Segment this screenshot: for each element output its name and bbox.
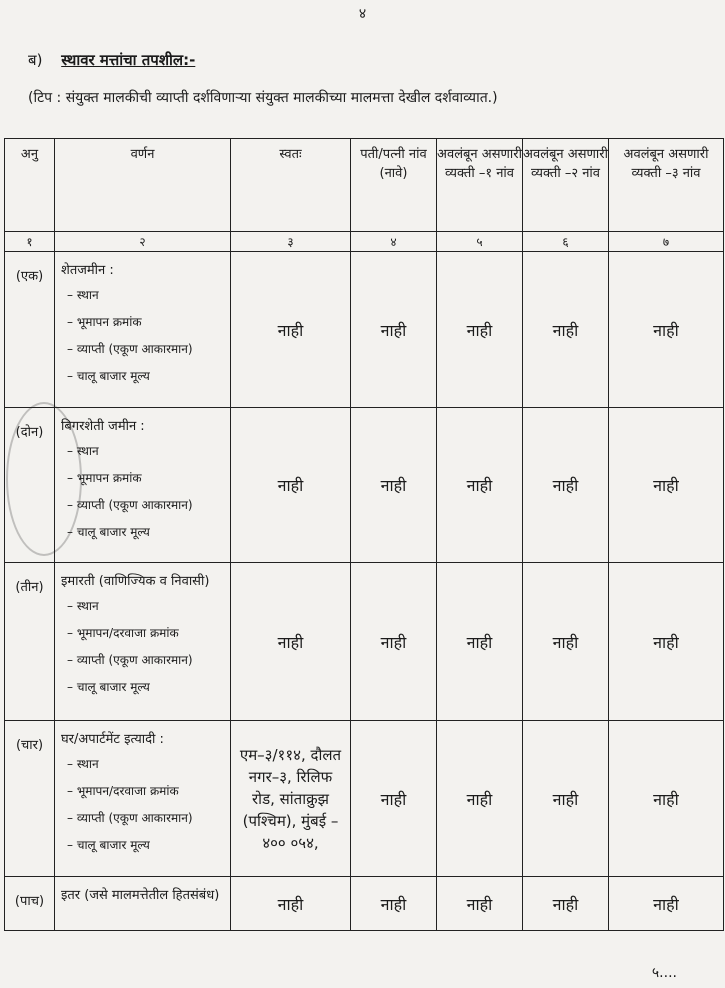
list-item: – भूमापन/दरवाजा क्रमांक (67, 778, 226, 805)
cell-dependent-3: नाही (609, 408, 724, 563)
cell-self-address: एम–३/११४, दौलत नगर–३, रिलिफ रोड, सांताक्रुझ (पश्चिम), मुंबई – ४०० ०५४, (231, 721, 351, 877)
cell-dependent-1: नाही (437, 563, 523, 721)
table-row (5, 877, 724, 931)
row-serial: (तीन) (5, 563, 55, 721)
cell-dependent-1: नाही (437, 877, 523, 931)
list-item: – व्याप्ती (एकूण आकारमान) (67, 647, 226, 674)
row-items (61, 593, 226, 701)
list-item: – व्याप्ती (एकूण आकारमान) (67, 492, 226, 519)
section-label: ब) (28, 51, 43, 69)
cell-spouse: नाही (351, 563, 437, 721)
cell-dependent-2: नाही (523, 408, 609, 563)
cell-dependent-3: नाही (609, 721, 724, 877)
header-sr: अनु (5, 139, 55, 232)
header-self: स्वतः (231, 139, 351, 232)
row-description (55, 252, 231, 408)
header-spouse: पती/पत्नी नांव (नावे) (351, 139, 437, 232)
col-number: ७ (609, 232, 724, 252)
cell-self: नाही (231, 563, 351, 721)
row-description (55, 721, 231, 877)
list-item: – भूमापन क्रमांक (67, 465, 226, 492)
table-row (5, 721, 724, 877)
cell-spouse: नाही (351, 721, 437, 877)
list-item: – व्याप्ती (एकूण आकारमान) (67, 805, 226, 832)
row-serial: (दोन) (5, 408, 55, 563)
cell-dependent-1: नाही (437, 252, 523, 408)
cell-dependent-2: नाही (523, 563, 609, 721)
row-title: इमारती (वाणिज्यिक व निवासी) (61, 574, 210, 589)
row-items (61, 751, 226, 859)
list-item: – स्थान (67, 593, 226, 620)
cell-spouse: नाही (351, 408, 437, 563)
cell-dependent-3: नाही (609, 563, 724, 721)
row-serial: (एक) (5, 252, 55, 408)
row-title: इतर (जसे मालमत्तेतील हितसंबंध) (61, 888, 220, 903)
cell-self: नाही (231, 252, 351, 408)
section-heading (28, 50, 195, 70)
row-title: शेतजमीन : (61, 263, 114, 278)
col-number: २ (55, 232, 231, 252)
header-dependent-1: अवलंबून असणारी व्यक्ती –१ नांव (437, 139, 523, 232)
cell-dependent-2: नाही (523, 721, 609, 877)
col-number: ३ (231, 232, 351, 252)
col-number: ४ (351, 232, 437, 252)
header-dependent-3: अवलंबून असणारी व्यक्ती –३ नांव (609, 139, 724, 232)
section-title: स्थावर मत्तांचा तपशील:- (61, 51, 196, 69)
cell-dependent-2: नाही (523, 877, 609, 931)
cell-dependent-3: नाही (609, 252, 724, 408)
row-title: बिगरशेती जमीन : (61, 419, 145, 434)
row-items (61, 438, 226, 546)
list-item: – चालू बाजार मूल्य (67, 832, 226, 859)
column-number-row (5, 232, 724, 252)
row-title: घर/अपार्टमेंट इत्यादी : (61, 732, 164, 747)
table-row (5, 563, 724, 721)
list-item: – भूमापन/दरवाजा क्रमांक (67, 620, 226, 647)
continuation-mark: ५.... (651, 965, 677, 981)
list-item: – स्थान (67, 438, 226, 465)
row-description (55, 877, 231, 931)
list-item: – चालू बाजार मूल्य (67, 519, 226, 546)
header-description: वर्णन (55, 139, 231, 232)
list-item: – स्थान (67, 282, 226, 309)
assets-table (4, 138, 724, 931)
cell-dependent-2: नाही (523, 252, 609, 408)
table-row (5, 252, 724, 408)
cell-dependent-1: नाही (437, 408, 523, 563)
cell-self: नाही (231, 877, 351, 931)
list-item: – चालू बाजार मूल्य (67, 363, 226, 390)
cell-self: नाही (231, 408, 351, 563)
cell-dependent-1: नाही (437, 721, 523, 877)
cell-dependent-3: नाही (609, 877, 724, 931)
list-item: – चालू बाजार मूल्य (67, 674, 226, 701)
col-number: ६ (523, 232, 609, 252)
list-item: – भूमापन क्रमांक (67, 309, 226, 336)
row-description (55, 563, 231, 721)
row-serial: (चार) (5, 721, 55, 877)
list-item: – स्थान (67, 751, 226, 778)
note-text: (टिप : संयुक्त मालकीची व्याप्ती दर्शविणाऱ्या संयुक्त मालकीच्या मालमत्ता देखील दर्शवाव्यात.) (28, 90, 498, 106)
row-serial: (पाच) (5, 877, 55, 931)
col-number: ५ (437, 232, 523, 252)
col-number: १ (5, 232, 55, 252)
row-description (55, 408, 231, 563)
cell-spouse: नाही (351, 877, 437, 931)
row-items (61, 282, 226, 390)
header-row (5, 139, 724, 232)
header-dependent-2: अवलंबून असणारी व्यक्ती –२ नांव (523, 139, 609, 232)
page-number: ४ (358, 6, 367, 22)
list-item: – व्याप्ती (एकूण आकारमान) (67, 336, 226, 363)
cell-spouse: नाही (351, 252, 437, 408)
table-row (5, 408, 724, 563)
